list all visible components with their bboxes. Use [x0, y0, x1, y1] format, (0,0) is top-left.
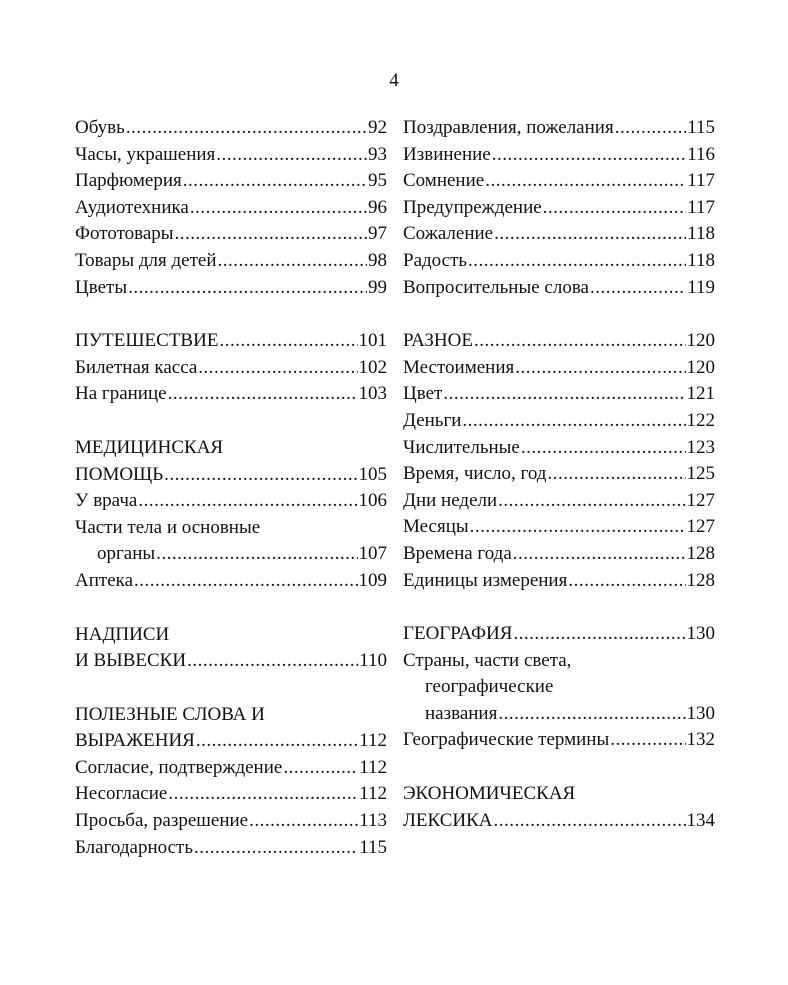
toc-entry-title: Вопросительные слова	[403, 276, 589, 298]
toc-entry	[75, 808, 387, 835]
toc-entry	[403, 275, 715, 302]
toc-entry-title: У врача	[75, 490, 138, 512]
toc-entry-page: 127	[686, 489, 715, 511]
toc-entry-page: 130	[686, 702, 715, 724]
toc-section	[75, 702, 387, 862]
toc-entry-page: 120	[686, 356, 715, 378]
toc-section	[75, 115, 387, 301]
toc-entry	[75, 195, 387, 222]
toc-entry-page: 134	[686, 809, 715, 831]
toc-entry	[75, 781, 387, 808]
toc-entry-title: Парфюмерия	[75, 170, 182, 192]
toc-dot-leader	[249, 808, 358, 835]
toc-entry	[75, 568, 387, 595]
toc-entry	[403, 488, 715, 515]
toc-entry	[75, 142, 387, 169]
toc-dot-leader	[128, 275, 367, 302]
toc-dot-leader	[196, 728, 358, 755]
toc-dot-leader	[168, 381, 358, 408]
toc-entry-page: 96	[368, 196, 387, 218]
toc-entry-page: 109	[358, 569, 387, 591]
toc-dot-leader	[515, 355, 685, 382]
toc-entry-page: 122	[686, 409, 715, 431]
toc-section	[75, 328, 387, 408]
toc-entry	[75, 728, 387, 755]
toc-entry	[403, 248, 715, 275]
toc-entry-title: ВЫРАЖЕНИЯ	[75, 730, 195, 752]
toc-dot-leader	[513, 621, 685, 648]
toc-entry	[403, 168, 715, 195]
toc-entry-page: 113	[359, 810, 387, 832]
toc-entry	[75, 488, 387, 515]
toc-entry-title: РАЗНОЕ	[403, 330, 473, 352]
toc-entry	[403, 435, 715, 462]
toc-entry	[403, 674, 715, 701]
toc-section	[403, 115, 715, 301]
toc-dot-leader	[513, 541, 686, 568]
toc-entry-page: 98	[368, 249, 387, 271]
toc-entry-page: 118	[687, 249, 715, 271]
toc-entry-title: Время, число, год	[403, 463, 547, 485]
toc-entry	[75, 515, 387, 542]
toc-dot-leader	[175, 221, 367, 248]
toc-dot-leader	[470, 514, 686, 541]
toc-dot-leader	[494, 221, 686, 248]
toc-entry-title: Сомнение	[403, 170, 485, 192]
toc-entry	[403, 381, 715, 408]
toc-entry	[75, 648, 387, 675]
toc-entry	[75, 275, 387, 302]
toc-entry	[403, 621, 715, 648]
toc-entry-page: 130	[686, 623, 715, 645]
toc-section	[403, 621, 715, 754]
toc-dot-leader	[468, 248, 686, 275]
toc-entry-page: 115	[359, 836, 387, 858]
toc-entry	[75, 115, 387, 142]
toc-dot-leader	[126, 115, 367, 142]
toc-entry-title: Поздравления, пожелания	[403, 117, 614, 138]
toc-entry-title: Цветы	[75, 276, 128, 298]
toc-entry-title: Времена года	[403, 542, 512, 564]
toc-entry-page: 120	[686, 330, 715, 352]
toc-entry-title: ГЕОГРАФИЯ	[403, 623, 513, 645]
toc-dot-leader	[198, 355, 357, 382]
toc-entry	[403, 142, 715, 169]
toc-entry-page: 107	[358, 543, 387, 565]
toc-entry-title: Местоимения	[403, 356, 515, 378]
toc-entry	[403, 221, 715, 248]
toc-dot-leader	[156, 541, 357, 568]
toc-dot-leader	[492, 142, 686, 169]
toc-entry-title: Числительные	[403, 436, 520, 458]
toc-entry-page: 92	[368, 117, 387, 138]
toc-entry-title: Просьба, разрешение	[75, 810, 249, 832]
toc-entry-title: Согласие, подтверждение	[75, 756, 283, 778]
toc-left-column	[75, 115, 387, 861]
toc-section	[75, 435, 387, 595]
toc-entry-title: Месяцы	[403, 516, 469, 538]
toc-entry-page: 99	[368, 276, 387, 298]
toc-entry	[75, 328, 387, 355]
toc-entry-title: Извинение	[403, 143, 491, 165]
toc-entry-page: 119	[687, 276, 715, 298]
toc-entry-title: Цвет	[403, 383, 443, 405]
toc-entry-page: 97	[368, 223, 387, 245]
toc-entry-page: 128	[686, 542, 715, 564]
toc-entry-title: Предупреждение	[403, 196, 542, 218]
toc-dot-leader	[462, 408, 685, 435]
toc-entry-title: органы	[97, 543, 156, 565]
toc-entry	[75, 435, 387, 462]
toc-dot-leader	[216, 142, 367, 169]
toc-dot-leader	[610, 727, 685, 754]
toc-entry-title: названия	[425, 702, 498, 724]
toc-entry-title: Билетная касса	[75, 356, 198, 378]
toc-entry-title: Товары для детей	[75, 249, 217, 271]
toc-dot-leader	[219, 328, 357, 355]
toc-entry-page: 117	[687, 170, 715, 192]
toc-dot-leader	[194, 835, 358, 862]
toc-entry	[75, 462, 387, 489]
toc-entry-title: ЭКОНОМИЧЕСКАЯ	[403, 783, 576, 805]
toc-entry-title: И ВЫВЕСКИ	[75, 650, 187, 672]
toc-entry	[75, 835, 387, 862]
toc-entry-title: Деньги	[403, 409, 462, 431]
toc-dot-leader	[183, 168, 367, 195]
toc-dot-leader	[474, 328, 686, 355]
toc-entry	[403, 115, 715, 142]
toc-entry	[75, 381, 387, 408]
toc-dot-leader	[138, 488, 357, 515]
toc-dot-leader	[568, 568, 685, 595]
toc-right-column	[403, 115, 715, 834]
toc-dot-leader	[547, 461, 685, 488]
toc-entry-title: Страны, части света,	[403, 649, 572, 671]
toc-entry-title: МЕДИЦИНСКАЯ	[75, 436, 224, 458]
page-number: 4	[389, 70, 399, 91]
toc-entry	[75, 168, 387, 195]
toc-entry	[403, 568, 715, 595]
toc-entry-title: ПОМОЩЬ	[75, 463, 164, 485]
toc-entry-page: 112	[359, 756, 387, 778]
toc-entry-title: НАДПИСИ	[75, 623, 170, 645]
toc-dot-leader	[590, 275, 686, 302]
toc-dot-leader	[218, 248, 368, 275]
toc-entry	[75, 248, 387, 275]
toc-entry-title: Часы, украшения	[75, 143, 216, 165]
toc-entry-page: 106	[358, 490, 387, 512]
toc-entry-page: 132	[686, 729, 715, 751]
toc-dot-leader	[187, 648, 358, 675]
toc-entry-title: Части тела и основные	[75, 516, 261, 538]
toc-entry	[403, 727, 715, 754]
toc-dot-leader	[485, 168, 686, 195]
toc-dot-leader	[543, 195, 687, 222]
toc-dot-leader	[498, 488, 685, 515]
toc-entry	[75, 541, 387, 568]
toc-section	[75, 622, 387, 675]
toc-entry-page: 116	[687, 143, 715, 165]
toc-entry	[403, 461, 715, 488]
toc-entry-page: 115	[687, 117, 715, 138]
toc-entry	[403, 195, 715, 222]
toc-entry-page: 127	[686, 516, 715, 538]
toc-entry-page: 128	[686, 569, 715, 591]
toc-entry-title: ПОЛЕЗНЫЕ СЛОВА И	[75, 703, 265, 725]
toc-entry-page: 121	[686, 383, 715, 405]
toc-entry	[403, 648, 715, 675]
toc-entry-page: 101	[358, 330, 387, 352]
toc-entry-title: Аудиотехника	[75, 196, 189, 218]
toc-entry-page: 93	[368, 143, 387, 165]
toc-entry	[75, 622, 387, 649]
toc-entry-title: Географические термины	[403, 729, 610, 751]
toc-dot-leader	[283, 755, 358, 782]
toc-entry-title: Обувь	[75, 117, 125, 138]
toc-entry-title: ЛЕКСИКА	[403, 809, 493, 831]
toc-entry-page: 103	[358, 383, 387, 405]
toc-entry-title: Сожаление	[403, 223, 494, 245]
toc-entry	[75, 221, 387, 248]
toc-entry	[403, 701, 715, 728]
toc-section	[403, 328, 715, 594]
toc-entry	[403, 808, 715, 835]
toc-entry	[403, 408, 715, 435]
toc-section	[403, 781, 715, 834]
toc-entry	[75, 702, 387, 729]
toc-entry-title: Фототовары	[75, 223, 174, 245]
toc-dot-leader	[134, 568, 357, 595]
toc-entry-page: 112	[359, 730, 387, 752]
toc-entry	[403, 541, 715, 568]
toc-entry	[75, 355, 387, 382]
toc-entry	[403, 355, 715, 382]
toc-dot-leader	[498, 701, 685, 728]
toc-entry-title: На границе	[75, 383, 167, 405]
toc-entry-title: Радость	[403, 249, 468, 271]
toc-entry	[403, 514, 715, 541]
toc-entry-page: 110	[359, 650, 387, 672]
toc-entry-title: географические	[425, 676, 554, 698]
toc-entry-title: Дни недели	[403, 489, 498, 511]
toc-entry-page: 117	[687, 196, 715, 218]
toc-entry-title: Единицы измерения	[403, 569, 568, 591]
toc-entry-title: Аптека	[75, 569, 134, 591]
toc-dot-leader	[443, 381, 685, 408]
toc-dot-leader	[164, 462, 357, 489]
toc-entry-title: Благодарность	[75, 836, 193, 858]
toc-entry-title: ПУТЕШЕСТВИЕ	[75, 330, 219, 352]
toc-entry-page: 112	[359, 783, 387, 805]
toc-dot-leader	[521, 435, 686, 462]
toc-entry-page: 95	[368, 170, 387, 192]
toc-entry	[75, 755, 387, 782]
toc-dot-leader	[190, 195, 367, 222]
toc-entry-page: 123	[686, 436, 715, 458]
toc-entry-page: 125	[686, 463, 715, 485]
toc-dot-leader	[493, 808, 685, 835]
toc-entry-page: 105	[358, 463, 387, 485]
toc-dot-leader	[615, 115, 687, 142]
toc-entry-page: 118	[687, 223, 715, 245]
toc-entry	[403, 328, 715, 355]
toc-entry-title: Несогласие	[75, 783, 168, 805]
toc-entry	[403, 781, 715, 808]
toc-entry-page: 102	[358, 356, 387, 378]
toc-dot-leader	[168, 781, 358, 808]
